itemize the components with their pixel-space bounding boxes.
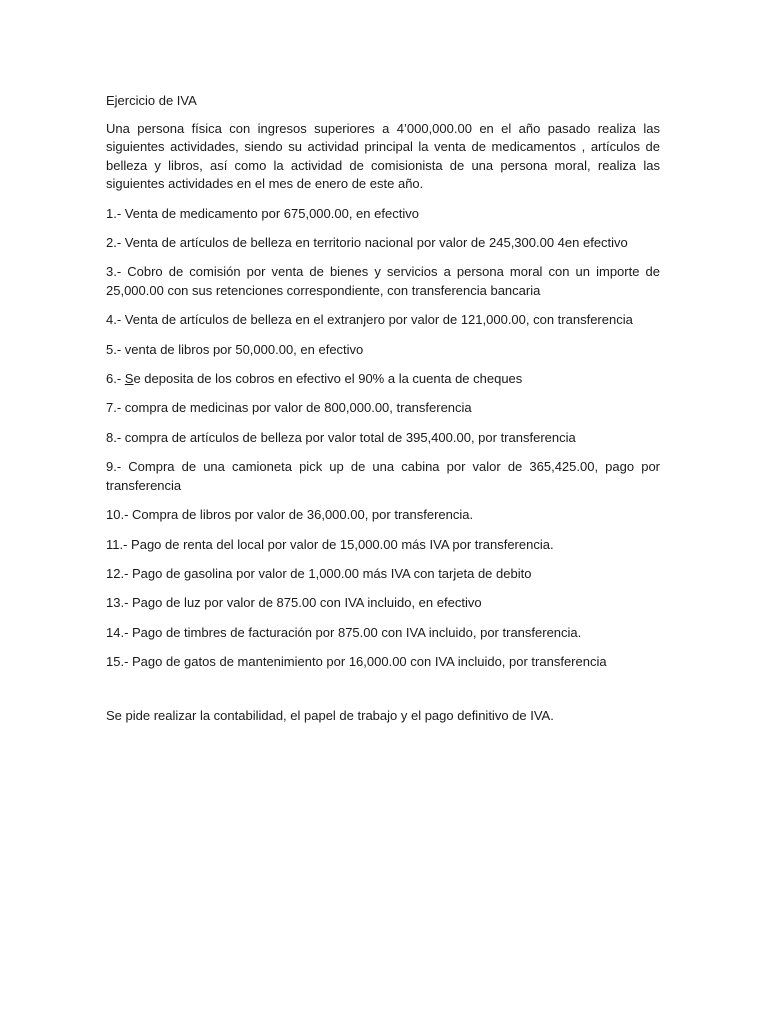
list-item-11: 11.- Pago de renta del local por valor de 15,000.00 más IVA por transferencia.	[106, 536, 554, 552]
list-item-10: 10.- Compra de libros por valor de 36,000.00, por transferencia.	[106, 507, 474, 523]
list-item-14: 14.- Pago de timbres de facturación por 875.00 con IVA incluido, por transferencia.	[106, 624, 582, 640]
document-title: Ejercicio de IVA	[106, 93, 197, 108]
list-item-9: 9.- Compra de una camioneta pick up de una cabina por valor de 365,425.00, pago por transferencia	[106, 459, 660, 493]
list-item-13: 13.- Pago de luz por valor de 875.00 con IVA incluido, en efectivo	[106, 595, 482, 611]
list-item-5: 5.- venta de libros por 50,000.00, en efectivo	[106, 341, 364, 357]
list-item-1: 1.- Venta de medicamento por 675,000.00, en efectivo	[106, 205, 419, 221]
list-item-6-number: 6.-	[106, 371, 125, 387]
list-item-6	[106, 370, 660, 388]
closing-paragraph: Se pide realizar la contabilidad, el papel de trabajo y el pago definitivo de IVA.	[106, 707, 554, 723]
list-item-7: 7.- compra de medicinas por valor de 800,000.00, transferencia	[106, 400, 472, 416]
list-item-6-underlined: S	[124, 371, 134, 387]
list-item-15: 15.- Pago de gatos de mantenimiento por 16,000.00 con IVA incluido, por transferencia	[106, 654, 607, 670]
list-item-6-text: e deposita de los cobros en efectivo el 90% a la cuenta de cheques	[133, 371, 523, 387]
list-item-8: 8.- compra de artículos de belleza por valor total de 395,400.00, por transferencia	[106, 429, 576, 445]
intro-paragraph: Una persona física con ingresos superiores a 4’000,000.00 en el año pasado realiza las siguientes actividades, siendo su actividad principal la venta de medicamentos , artículos de belleza y libros, así como la actividad de comisionista de una persona moral, realiza las siguientes actividades en el mes de enero de este año.	[106, 121, 660, 192]
list-item-4: 4.- Venta de artículos de belleza en el extranjero por valor de 121,000.00, con transferencia	[106, 312, 633, 328]
list-item-12: 12.- Pago de gasolina por valor de 1,000.00 más IVA con tarjeta de debito	[106, 565, 532, 581]
list-item-2: 2.- Venta de artículos de belleza en territorio nacional por valor de 245,300.00 4en efectivo	[106, 235, 628, 251]
list-item-3: 3.- Cobro de comisión por venta de bienes y servicios a persona moral con un importe de 25,000.00 con sus retenciones correspondiente, con transferencia bancaria	[106, 264, 660, 298]
